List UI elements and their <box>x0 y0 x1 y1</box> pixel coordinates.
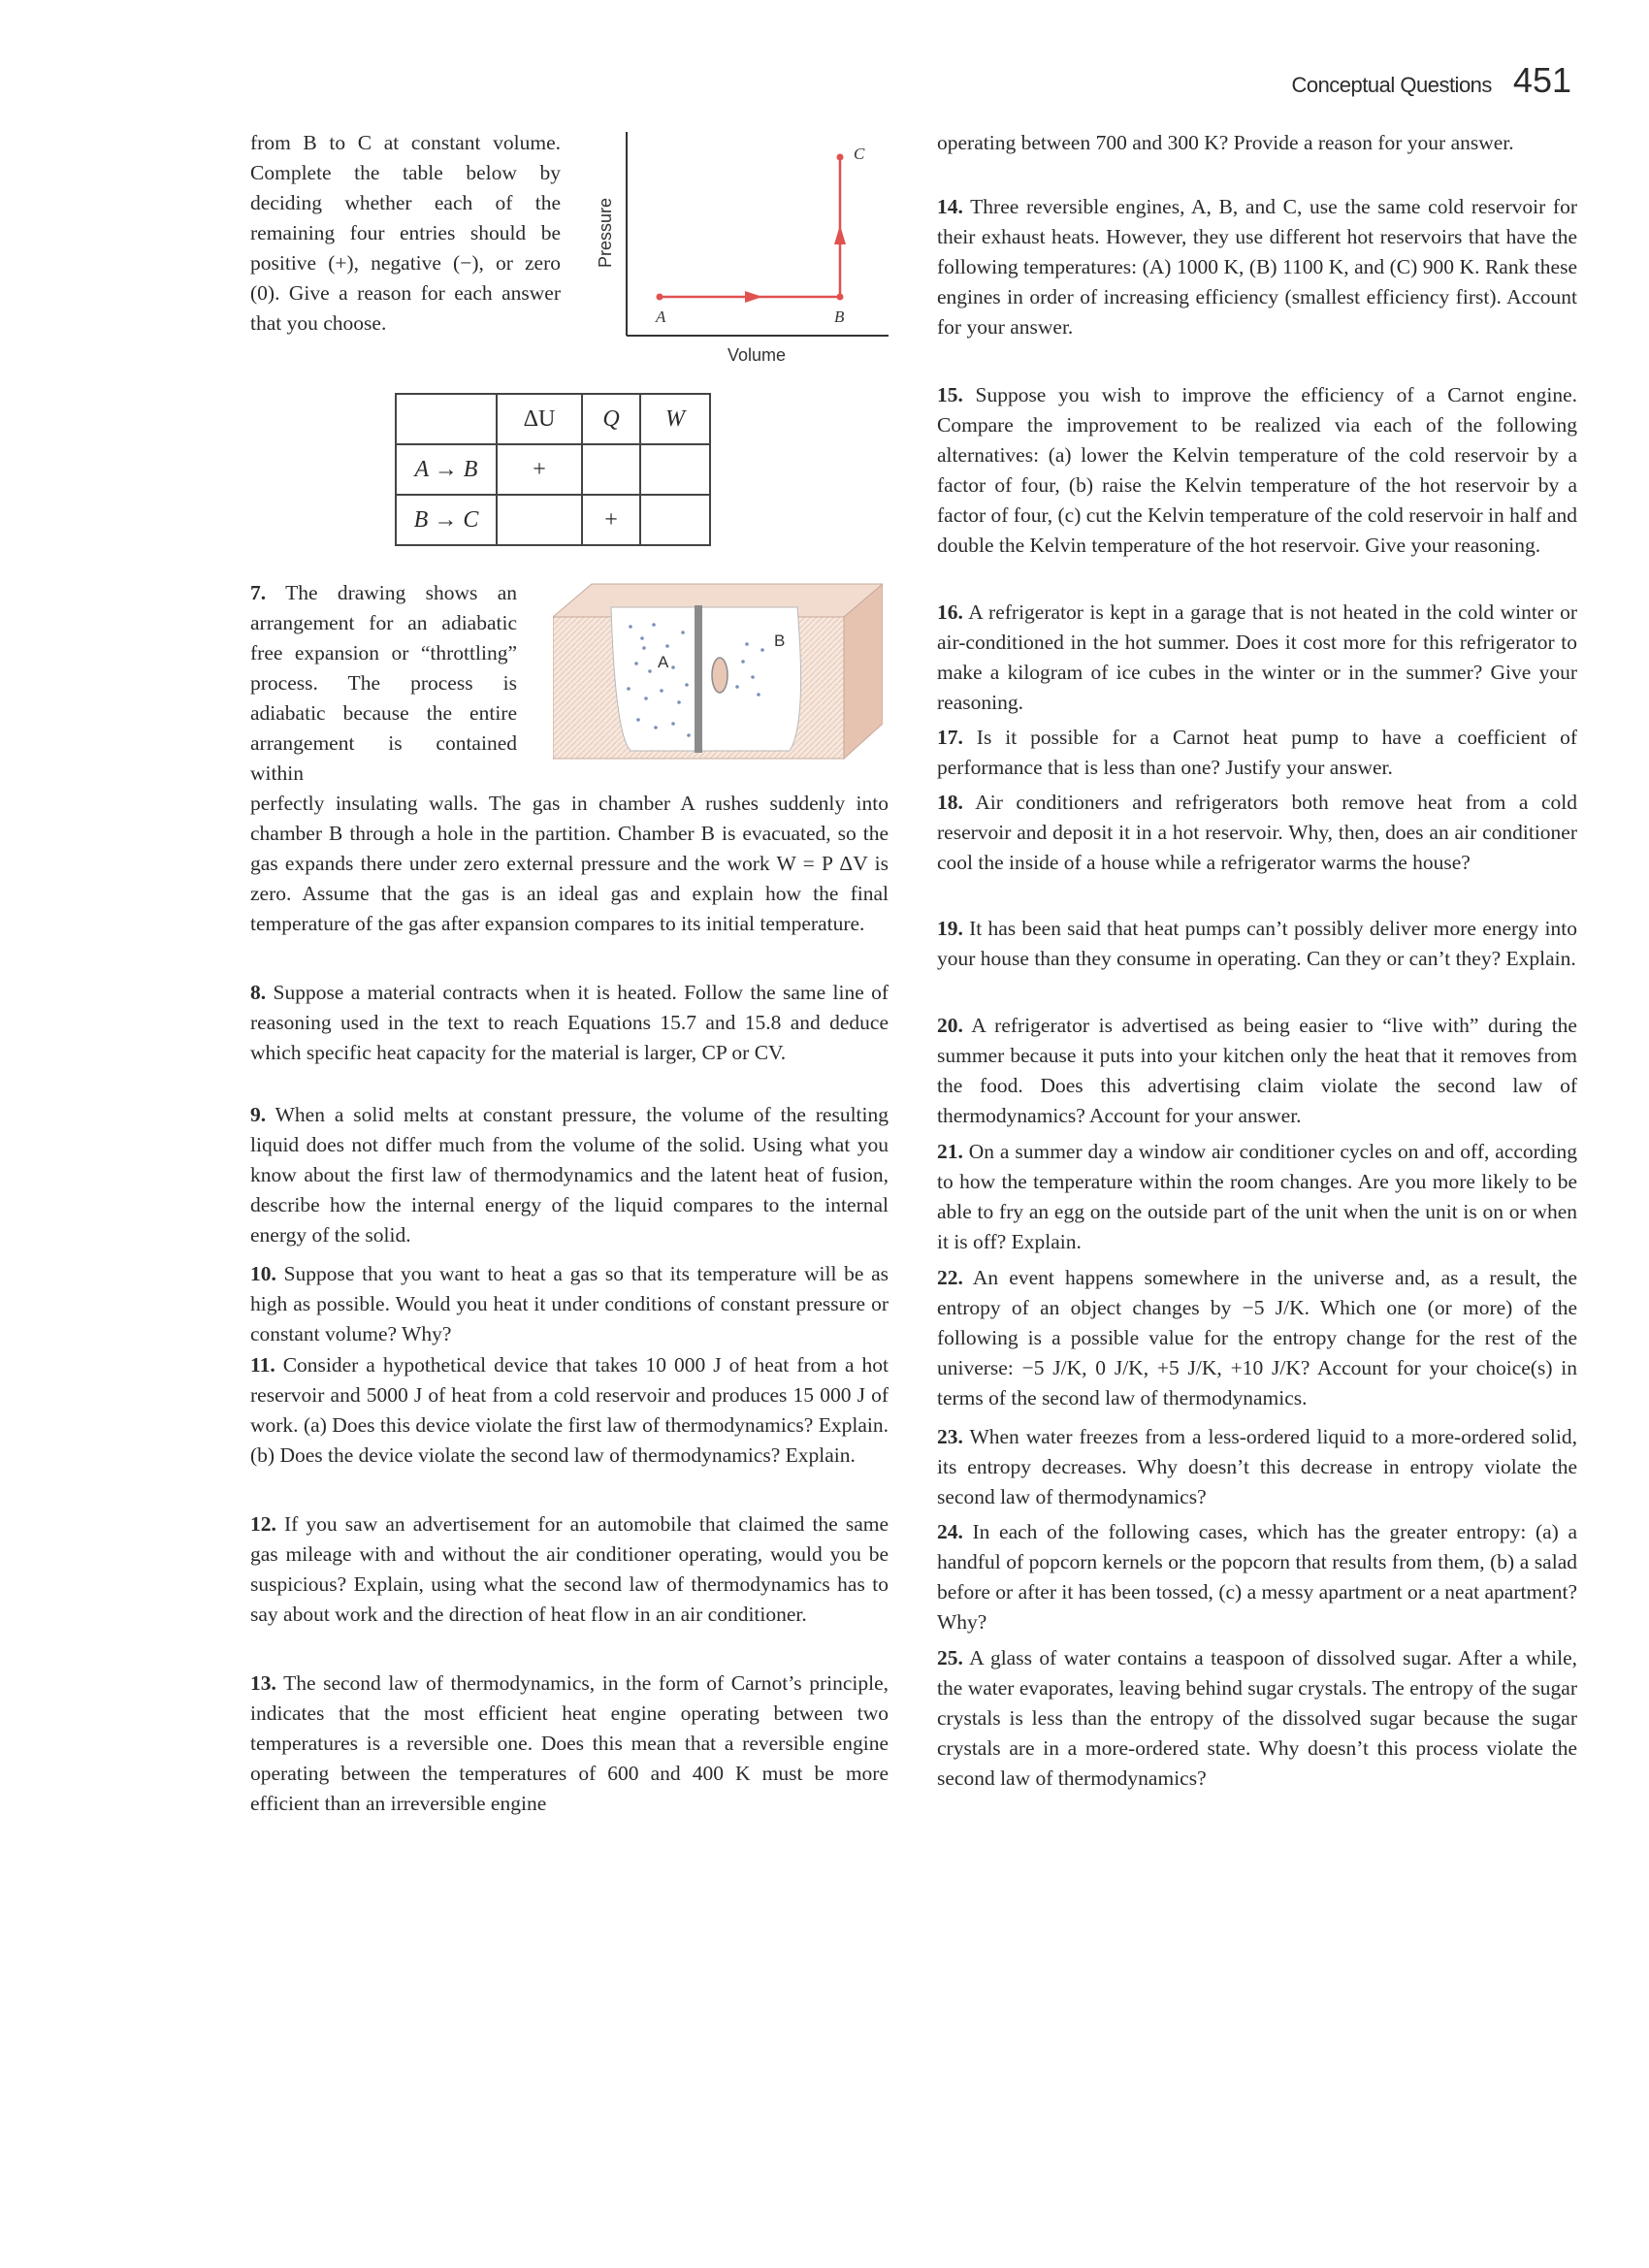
question-15: 15. Suppose you wish to improve the efficiency of a Carnot engine. Compare the improvement to be realized via each of the following alternatives: (a) lower the Kelvin temperature of the cold reservoir by a factor of four, (b) raise the Kelvin temperature of the hot reservoir by a factor of four, (c) cut the Kelvin temperature of the cold reservoir in half and double the Kelvin temperature of the hot reservoir. Give your reasoning. <box>937 383 1578 557</box>
question-number: 7. <box>250 581 267 604</box>
question-number: 16. <box>937 600 963 624</box>
point-b <box>837 294 844 301</box>
question-number: 19. <box>937 917 963 940</box>
table-row <box>396 495 710 545</box>
question-number: 17. <box>937 726 963 749</box>
question-number: 20. <box>937 1014 963 1037</box>
question-20: 20. A refrigerator is advertised as being easier to “live with” during the summer because it puts into your kitchen only the heat that it removes from the food. Does this advertising claim violate the second law of thermodynamics? Account for your answer. <box>937 1014 1577 1127</box>
chamber-a-label: A <box>658 653 669 671</box>
question-number: 14. <box>937 195 963 218</box>
chamber-b-label: B <box>774 632 786 650</box>
question-7 <box>250 578 517 789</box>
throttling-chamber-illustration <box>553 578 883 766</box>
cavity <box>611 607 801 751</box>
table-header-cell: ΔU <box>497 394 582 444</box>
point-c-label: C <box>854 145 865 163</box>
question-7-lead: The drawing shows an arrangement for an adiabatic free expansion or “throttling” process. The process is adiabatic because the entire arrangement is contained within <box>250 581 517 785</box>
x-axis-label: Volume <box>728 345 787 365</box>
question-number: 25. <box>937 1646 963 1669</box>
table-cell <box>640 495 710 545</box>
question-number: 22. <box>937 1266 963 1289</box>
question-number: 23. <box>937 1425 963 1448</box>
question-number: 9. <box>250 1103 267 1126</box>
partition-hole <box>712 658 728 693</box>
page-number: 451 <box>1512 60 1571 100</box>
question-18: 18. Air conditioners and refrigerators both remove heat from a cold reservoir and deposit it in a hot reservoir. Why, then, does an air conditioner cool the inside of a house while a refrigerator warms the house? <box>937 791 1577 874</box>
point-a <box>657 294 663 301</box>
page-header <box>1291 60 1571 101</box>
question-25: 25. A glass of water contains a teaspoon of dissolved sugar. After a while, the water evaporates, leaving behind sugar crystals. The entropy of the sugar crystals is less than the entropy of the dissolved sugar because the sugar crystals are in a more-ordered state. Why doesn’t this process violate the second law of thermodynamics? <box>937 1646 1577 1790</box>
question-12: 12. If you saw an advertisement for an automobile that claimed the same gas mileage with and without the air conditioner operating, would you be suspicious? Explain, using what the second law of thermodynamics has to say about work and the direction of heat flow in an air conditioner. <box>250 1512 889 1626</box>
question-23: 23. When water freezes from a less-ordered liquid to a more-ordered solid, its entropy decreases. Why doesn’t this decrease in entropy violate the second law of thermodynamics? <box>937 1425 1577 1508</box>
question-number: 13. <box>250 1671 276 1695</box>
pressure-volume-graph <box>572 128 902 380</box>
table-row-label: B → C <box>396 495 497 545</box>
question-21: 21. On a summer day a window air conditioner cycles on and off, according to how the temperature within the room changes. Are you more likely to be able to fry an egg on the outside part of the unit when the unit is on or when it is off? Explain. <box>937 1140 1577 1253</box>
sign-table <box>395 393 711 546</box>
question-number: 12. <box>250 1512 276 1536</box>
table-row <box>396 444 710 495</box>
question-22: 22. An event happens somewhere in the universe and, as a result, the entropy of an object changes by −5 J/K. Which one (or more) of the following is a possible value for the entropy change for the rest of the universe: −5 J/K, 0 J/K, +5 J/K, +10 J/K? Account for your choice(s) in terms of the second law of thermodynamics. <box>937 1266 1577 1409</box>
question-number: 21. <box>937 1140 963 1163</box>
arrow-b-to-c <box>834 225 846 244</box>
question-number: 15. <box>937 383 963 406</box>
question-number: 11. <box>250 1353 275 1377</box>
table-header-row <box>396 394 710 444</box>
question-10: 10. Suppose that you want to heat a gas so that its temperature will be as high as possible. Would you heat it under conditions of constant pressure or constant volume? Why? <box>250 1262 889 1345</box>
question-13-continued: operating between 700 and 300 K? Provide a reason for your answer. <box>937 131 1514 154</box>
table-row-label: A → B <box>396 444 497 495</box>
question-number: 24. <box>937 1520 963 1543</box>
section-title: Conceptual Questions <box>1291 73 1492 97</box>
table-cell <box>640 444 710 495</box>
question-9: 9. When a solid melts at constant pressure, the volume of the resulting liquid does not differ much from the volume of the solid. Using what you know about the first law of thermodynamics and the latent heat of fusion, describe how the internal energy of the liquid compares to the internal energy of the solid. <box>250 1103 889 1247</box>
table-header-cell: W <box>640 394 710 444</box>
question-11: 11. Consider a hypothetical device that takes 10 000 J of heat from a hot reservoir and 5000 J of heat from a cold reservoir and produces 15 000 J of work. (a) Does this device violate the first law of thermodynamics? Explain. (b) Does the device violate the second law of thermodynamics? Explain. <box>250 1353 889 1467</box>
question-7-continued: perfectly insulating walls. The gas in chamber A rushes suddenly into chamber B through a hole in the partition. Chamber B is evacuated, so the gas expands there under zero external pressure and the work W = P ΔV is zero. Assume that the gas is an ideal gas and explain how the final temperature of the gas after expansion compares to its initial temperature. <box>250 792 889 935</box>
question-number: 18. <box>937 791 963 814</box>
question-13: 13. The second law of thermodynamics, in the form of Carnot’s principle, indicates that the most efficient heat engine operating between two temperatures is a reversible one. Does this mean that a reversible engine operating between the temperatures of 600 and 400 K must be more efficient than an irreversible engine <box>250 1671 889 1815</box>
question-24: 24. In each of the following cases, which has the greater entropy: (a) a handful of popcorn kernels or the popcorn that results from them, (b) a salad before or after it has been tossed, (c) a messy apartment or a neat apartment? Why? <box>937 1520 1577 1634</box>
arrow-a-to-b <box>745 291 762 303</box>
table-cell: + <box>497 444 582 495</box>
question-16: 16. A refrigerator is kept in a garage that is not heated in the cold winter or air-conditioned in the hot summer. Does it cost more for this refrigerator to make a kilogram of ice cubes in the winter or in the summer? Give your reasoning. <box>937 600 1577 714</box>
question-number: 10. <box>250 1262 276 1285</box>
question-14: 14. Three reversible engines, A, B, and C, use the same cold reservoir for their exhaust heats. However, they use different hot reservoirs that have the following temperatures: (A) 1000 K, (B) 1100 K, and (C) 900 K. Rank these engines in order of increasing efficiency (smallest efficiency first). Account for your answer. <box>937 195 1577 339</box>
question-19: 19. It has been said that heat pumps can’t possibly deliver more energy into your house than they consume in operating. Can they or can’t they? Explain. <box>937 917 1577 970</box>
question-17: 17. Is it possible for a Carnot heat pump to have a coefficient of performance that is less than one? Justify your answer. <box>937 726 1577 779</box>
table-header-cell: Q <box>582 394 640 444</box>
y-axis-label: Pressure <box>596 197 615 268</box>
table-corner-cell <box>396 394 497 444</box>
point-c <box>837 154 844 161</box>
question-6-continuation: from B to C at constant volume. Complete the table below by deciding whether each of the remaining four entries should be positive (+), negative (−), or zero (0). Give a reason for each answer that you choose. <box>250 131 561 335</box>
question-8: 8. Suppose a material contracts when it is heated. Follow the same line of reasoning used in the text to reach Equations 15.7 and 15.8 and deduce which specific heat capacity for the material is larger, CP or CV. <box>250 981 889 1064</box>
table-cell: + <box>582 495 640 545</box>
table-cell <box>497 495 582 545</box>
point-a-label: A <box>656 308 666 326</box>
table-cell <box>582 444 640 495</box>
point-b-label: B <box>834 308 845 326</box>
question-number: 8. <box>250 981 267 1004</box>
